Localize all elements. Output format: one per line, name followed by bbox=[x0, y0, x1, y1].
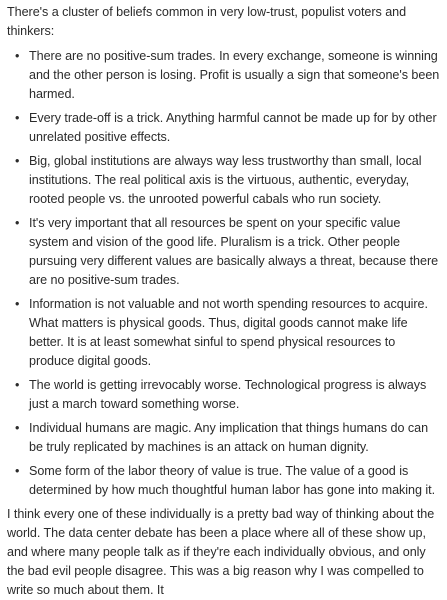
list-item-text: There are no positive-sum trades. In every exchange, someone is winning and the other person is losing. Profit is usually a sign that someone's been harmed. bbox=[29, 49, 440, 101]
bullet-icon: • bbox=[15, 421, 20, 435]
list-item-text: Information is not valuable and not worth spending resources to acquire. What matters is physical goods. Thus, digital goods cannot make life better. It is at least somewhat sinful to spend physical resources to produce digital goods. bbox=[29, 297, 428, 368]
list-item-text: Big, global institutions are always way less trustworthy than small, local institutions. The real political axis is the virtuous, authentic, everyday, rooted people vs. the unrooted powerful cabals who run society. bbox=[29, 154, 422, 206]
list-item bbox=[15, 376, 441, 414]
intro-paragraph: There's a cluster of beliefs common in very low-trust, populist voters and thinkers: bbox=[7, 5, 407, 38]
bullet-icon: • bbox=[15, 297, 20, 311]
list-item bbox=[15, 109, 441, 147]
list-item-text: It's very important that all resources be spent on your specific value system and vision of the good life. Pluralism is a trick. Other people pursuing very different values are basically always a threat, because there are no positive-sum trades. bbox=[29, 216, 439, 287]
list-item bbox=[15, 462, 441, 500]
bullet-icon: • bbox=[15, 49, 20, 63]
list-item-text: Some form of the labor theory of value is true. The value of a good is determined by how much thoughtful human labor has gone into making it. bbox=[29, 464, 436, 497]
bullet-icon: • bbox=[15, 154, 20, 168]
list-item bbox=[15, 295, 441, 371]
bullet-icon: • bbox=[15, 216, 20, 230]
list-item bbox=[15, 214, 441, 290]
bullet-icon: • bbox=[15, 111, 20, 125]
list-item-text: The world is getting irrevocably worse. Technological progress is always just a march toward something worse. bbox=[29, 378, 427, 411]
bullet-icon: • bbox=[15, 464, 20, 478]
bullet-icon: • bbox=[15, 378, 20, 392]
list-item-text: Individual humans are magic. Any implication that things humans do can be truly replicated by machines is an attack on human dignity. bbox=[29, 421, 429, 454]
list-item bbox=[15, 152, 441, 209]
list-item bbox=[15, 419, 441, 457]
belief-list bbox=[7, 47, 441, 500]
closing-paragraph: I think every one of these individually is a pretty bad way of thinking about the world. The data center debate has been a place where all of these show up, and where many people talk as if they're each individually obvious, and only the bad evil people disagree. This was a big reason why I was compelled to write so much about them. It bbox=[7, 507, 435, 597]
list-item-text: Every trade-off is a trick. Anything harmful cannot be made up for by other unrelated positive effects. bbox=[29, 111, 437, 144]
list-item bbox=[15, 47, 441, 104]
